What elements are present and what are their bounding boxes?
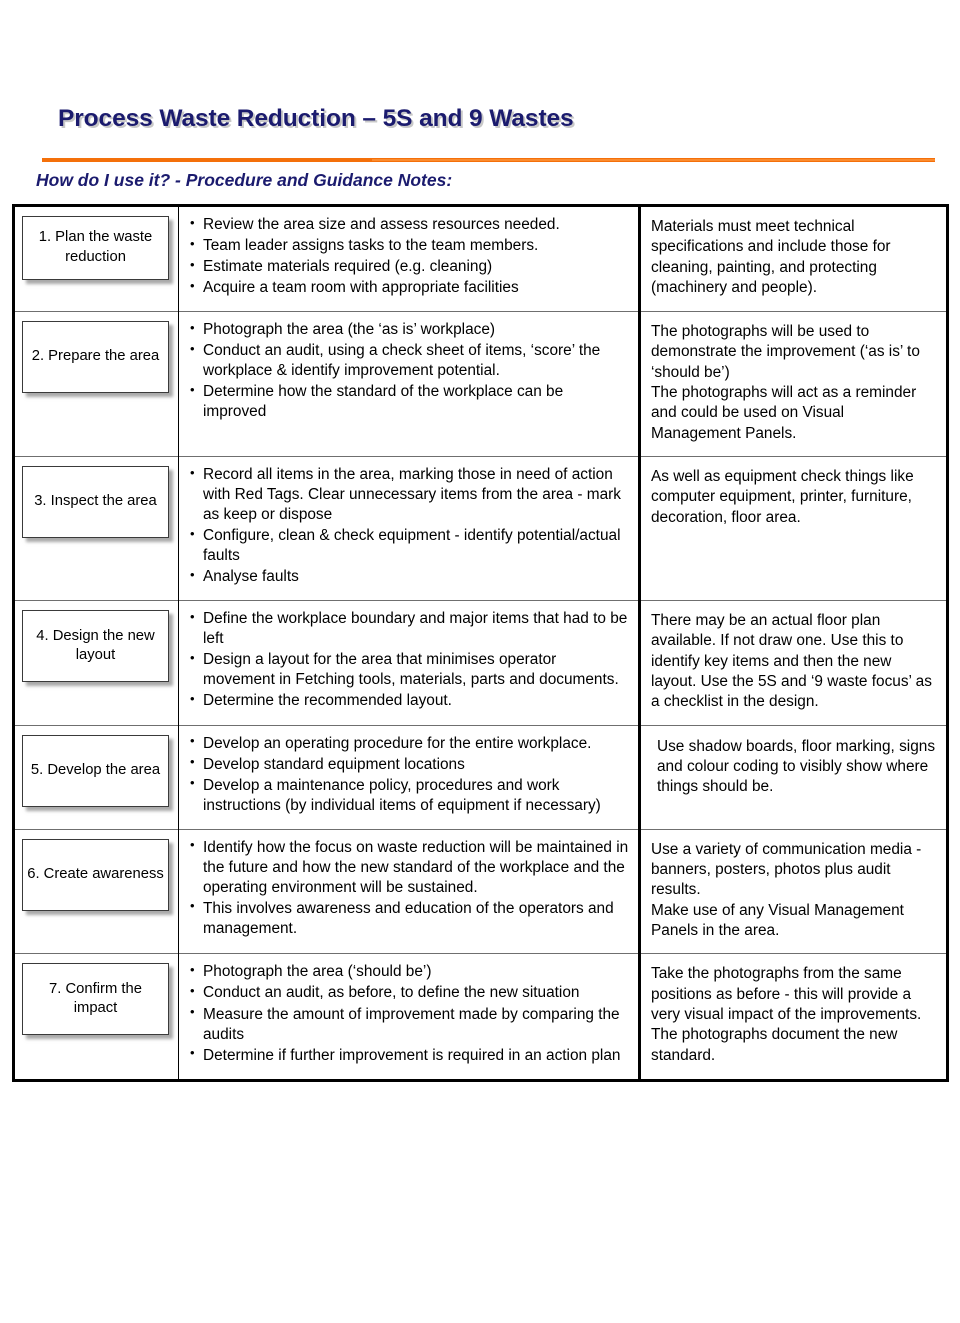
notes-paragraph: Take the photographs from the same positions as before - this will provide a very visual impact of the improvements. <box>651 965 922 1024</box>
action-bullet-list <box>189 215 630 298</box>
page-subtitle: How do I use it? - Procedure and Guidance Notes: <box>36 170 453 190</box>
list-item: • Review the area size and assess resources needed. <box>189 215 630 235</box>
table-row <box>14 312 948 457</box>
list-item: • This involves awareness and education of the operators and management. <box>189 899 630 939</box>
list-item: • Photograph the area (‘should be’) <box>189 962 630 982</box>
title-divider-rule <box>42 158 935 162</box>
step-label-box: 1. Plan the waste reduction <box>22 216 169 280</box>
notes-paragraph: There may be an actual floor plan available. If not draw one. Use this to identify key items and then the new layout. Use the 5S and ‘9 waste focus’ as a checklist in the design. <box>651 612 932 711</box>
step-cell <box>14 457 179 601</box>
list-item: • Team leader assigns tasks to the team members. <box>189 236 630 256</box>
actions-wrapper <box>179 726 638 829</box>
action-bullet-list <box>189 838 630 939</box>
notes-cell <box>640 206 948 312</box>
list-item: • Conduct an audit, using a check sheet of items, ‘score’ the workplace & identify improvement potential. <box>189 341 630 381</box>
list-item: • Configure, clean & check equipment - identify potential/actual faults <box>189 526 630 566</box>
actions-wrapper <box>179 830 638 952</box>
list-item: • Identify how the focus on waste reduction will be maintained in the future and how the new standard of the workplace and the operating environment will be sustained. <box>189 838 630 898</box>
actions-cell <box>179 457 640 601</box>
table-row <box>14 725 948 829</box>
notes-paragraph: The photographs document the new standard. <box>651 1026 898 1064</box>
list-item: • Estimate materials required (e.g. cleaning) <box>189 257 630 277</box>
actions-wrapper <box>179 954 638 1078</box>
step-label-box: 4. Design the new layout <box>22 610 169 682</box>
step-cell <box>14 829 179 954</box>
step-label-box: 6. Create awareness <box>22 839 169 911</box>
notes-cell <box>640 954 948 1080</box>
action-bullet-list <box>189 320 630 422</box>
step-label-box: 5. Develop the area <box>22 735 169 807</box>
table-row <box>14 601 948 726</box>
list-item: • Determine the recommended layout. <box>189 691 630 711</box>
step-label-box: 2. Prepare the area <box>22 321 169 393</box>
list-item: • Develop a maintenance policy, procedures and work instructions (by individual items of equipment if necessary) <box>189 776 630 816</box>
step-label-box: 7. Confirm the impact <box>22 963 169 1035</box>
step-cell <box>14 601 179 726</box>
action-bullet-list <box>189 609 630 711</box>
list-item: • Measure the amount of improvement made by comparing the audits <box>189 1005 630 1045</box>
action-bullet-list <box>189 465 630 587</box>
step-box-wrapper <box>15 954 178 1049</box>
notes-paragraph: The photographs will be used to demonstrate the improvement (‘as is’ to ‘should be’) <box>651 323 920 381</box>
list-item: • Design a layout for the area that minimises operator movement in Fetching tools, materials, parts and documents. <box>189 650 630 690</box>
notes-paragraph: The photographs will act as a reminder and could be used on Visual Management Panels. <box>651 384 917 442</box>
list-item: • Acquire a team room with appropriate facilities <box>189 278 630 298</box>
notes-paragraph: Materials must meet technical specifications and include those for cleaning, painting, and protecting (machinery and people). <box>651 218 891 296</box>
step-cell <box>14 725 179 829</box>
actions-cell <box>179 829 640 954</box>
step-box-wrapper <box>15 312 178 407</box>
list-item: • Develop an operating procedure for the entire workplace. <box>189 734 630 754</box>
step-cell <box>14 206 179 312</box>
notes-paragraph: Use shadow boards, floor marking, signs and colour coding to visibly show where things should be. <box>657 737 936 796</box>
list-item: • Define the workplace boundary and major items that had to be left <box>189 609 630 649</box>
notes-paragraph: Make use of any Visual Management Panels in the area. <box>651 901 904 940</box>
actions-wrapper <box>179 601 638 724</box>
notes-paragraph: Use a variety of communication media - banners, posters, photos plus audit results. <box>651 840 922 899</box>
notes-cell <box>640 829 948 954</box>
action-bullet-list <box>189 962 630 1065</box>
action-bullet-list <box>189 734 630 816</box>
list-item: • Conduct an audit, as before, to define the new situation <box>189 983 630 1003</box>
table-body <box>14 206 948 1081</box>
notes-wrapper <box>641 954 946 1078</box>
notes-wrapper <box>641 726 946 810</box>
table-row <box>14 829 948 954</box>
list-item: • Analyse faults <box>189 567 630 587</box>
actions-cell <box>179 312 640 457</box>
notes-wrapper <box>641 601 946 725</box>
step-cell <box>14 312 179 457</box>
actions-wrapper <box>179 207 638 311</box>
notes-wrapper <box>641 312 946 456</box>
actions-cell <box>179 206 640 312</box>
notes-wrapper <box>641 830 946 954</box>
actions-cell <box>179 954 640 1080</box>
actions-cell <box>179 725 640 829</box>
list-item: • Determine if further improvement is required in an action plan <box>189 1046 630 1066</box>
table-row <box>14 954 948 1080</box>
notes-cell <box>640 601 948 726</box>
table-row <box>14 457 948 601</box>
step-label-box: 3. Inspect the area <box>22 466 169 538</box>
step-box-wrapper <box>15 726 178 821</box>
notes-wrapper <box>641 207 946 310</box>
actions-cell <box>179 601 640 726</box>
step-box-wrapper <box>15 830 178 925</box>
page-title: Process Waste Reduction – 5S and 9 Wastes <box>58 105 574 132</box>
notes-cell <box>640 725 948 829</box>
table-row <box>14 206 948 312</box>
actions-wrapper <box>179 312 638 435</box>
procedure-guidance-table <box>12 204 949 1082</box>
step-box-wrapper <box>15 601 178 696</box>
list-item: • Determine how the standard of the workplace can be improved <box>189 382 630 422</box>
notes-wrapper <box>641 457 946 540</box>
list-item: • Photograph the area (the ‘as is’ workplace) <box>189 320 630 340</box>
step-box-wrapper <box>15 207 178 294</box>
notes-paragraph: As well as equipment check things like computer equipment, printer, furniture, decoration, floor area. <box>651 468 914 526</box>
list-item: • Develop standard equipment locations <box>189 755 630 775</box>
step-box-wrapper <box>15 457 178 552</box>
actions-wrapper <box>179 457 638 600</box>
notes-cell <box>640 457 948 601</box>
step-cell <box>14 954 179 1080</box>
notes-cell <box>640 312 948 457</box>
list-item: • Record all items in the area, marking those in need of action with Red Tags. Clear unnecessary items from the area - mark as keep or dispose <box>189 465 630 525</box>
